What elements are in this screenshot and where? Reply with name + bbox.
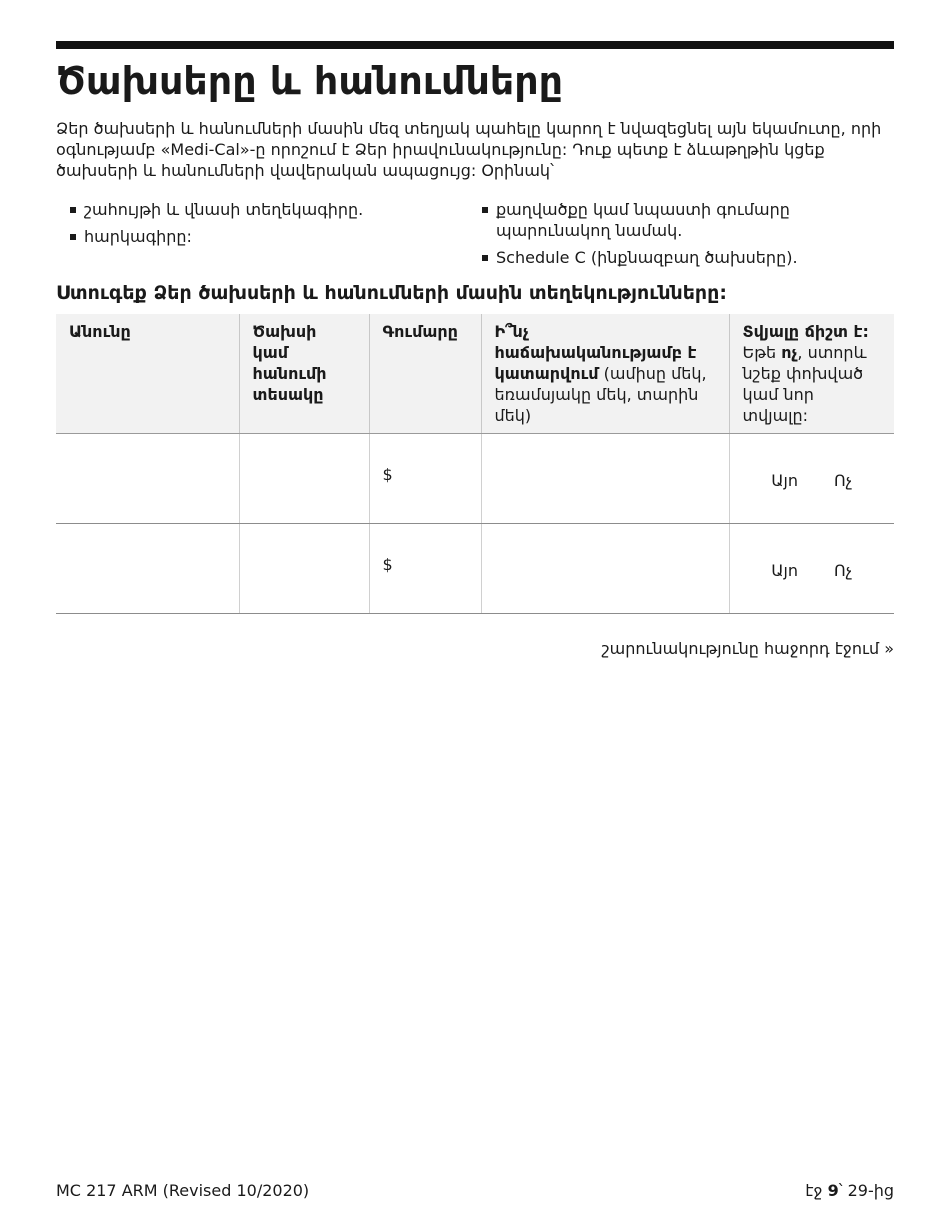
page-title: Ծախսերը և հանումները [56,59,564,103]
bullet-icon [482,255,488,261]
correct-header-suffix: , ստորև նշեք փոխված կամ նոր տվյալը: [742,343,867,425]
page-current: 9 [827,1181,839,1200]
section-heading: Ստուգեք Ձեր ծախսերի և հանումների մասին տեղեկությունները: [56,282,727,304]
examples-list-right [482,199,894,274]
list-item [482,247,894,268]
list-item [70,226,460,247]
correct-cell [729,434,894,524]
no-option[interactable]: Ոչ [834,561,853,580]
table-row [56,524,894,614]
table-row [56,434,894,524]
list-item-text: քաղվածքը կամ նպաստի գումարը պարունակող նամակ. [496,200,790,240]
yes-option[interactable]: Այո [771,561,799,580]
frequency-header-note: (ամիսը մեկ, եռամսյակը մեկ, տարին մեկ) [494,364,707,425]
correct-header-prefix: Եթե [742,343,782,362]
list-item-text: հարկագիրը: [84,227,192,246]
amount-cell[interactable] [369,434,481,524]
page-prefix: էջ [805,1181,828,1200]
frequency-cell[interactable] [481,434,729,524]
type-cell[interactable] [239,434,369,524]
bullet-icon [482,207,488,213]
dollar-sign: $ [382,555,393,574]
column-header-amount: Գումարը [369,314,481,434]
page-number [805,1180,894,1201]
dollar-sign: $ [382,465,393,484]
frequency-cell[interactable] [481,524,729,614]
bullet-icon [70,234,76,240]
amount-cell[interactable] [369,524,481,614]
correct-header-no: ոչ [781,343,798,362]
intro-paragraph: Ձեր ծախսերի և հանումների մասին մեզ տեղյակ պահելը կարող է նվազեցնել այն եկամուտը, որի օգնությամբ «Medi-Cal»-ը որոշում է Ձեր իրավունակությունը: Դուք պետք է ձևաթղթին կցեք ծախսերի և հանումների վավերական ապացույց: Օրինակ՝ [56,119,882,180]
top-rule [56,41,894,49]
page-suffix: ՝ 29-ից [838,1181,894,1200]
examples-list-left [70,199,460,253]
name-cell[interactable] [56,434,239,524]
column-header-frequency [481,314,729,434]
frequency-header-bold: Ի՞նչ հաճախականությամբ է կատարվում [494,322,697,383]
column-header-correct [729,314,894,434]
correct-cell [729,524,894,614]
expenses-table [56,314,894,614]
correct-header-bold: Տվյալը ճիշտ է: [742,322,869,341]
type-cell[interactable] [239,524,369,614]
no-option[interactable]: Ոչ [834,471,853,490]
list-item [482,199,894,241]
form-id: MC 217 ARM (Revised 10/2020) [56,1181,310,1200]
list-item-text: Schedule C (ինքնազբաղ ծախսերը). [496,248,798,267]
bullet-icon [70,207,76,213]
list-item [70,199,460,220]
continued-note: շարունակությունը հաջորդ էջում » [601,639,894,658]
yes-option[interactable]: Այո [771,471,799,490]
name-cell[interactable] [56,524,239,614]
table-header-row [56,314,894,434]
list-item-text: շահույթի և վնասի տեղեկագիրը. [84,200,364,219]
column-header-type: Ծախսի կամ հանումի տեսակը [239,314,369,434]
column-header-name: Անունը [56,314,239,434]
